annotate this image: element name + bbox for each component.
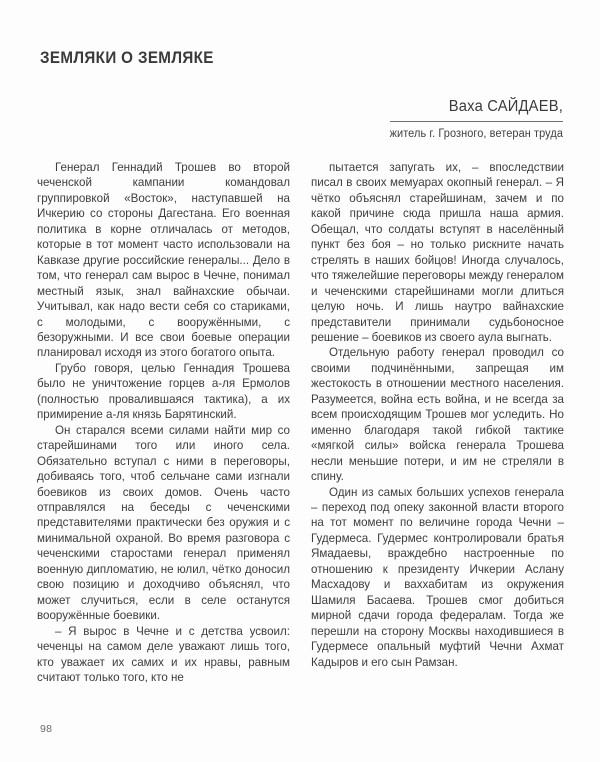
author-role: житель г. Грозного, ветеран труда bbox=[389, 128, 563, 140]
paragraph: Грубо говоря, целью Геннадия Трошева было не уничтожение горцев а-ля Ермолов (полностью провалившаяся тактика), а их примирение а-ля князь Барятинский. bbox=[37, 361, 290, 422]
paragraph: Он старался всеми силами найти мир со старейшинами того или иного села. Обязательно вступал с ними в переговоры, добиваясь того, чтоб сельчане сами изгнали боевиков из своих домов. Очень часто отправлялся на беседы с чеченскими представителями практически без оружия и с минимальной охраной. Во время разговора с чеченскими старостами генерал применял военную дипломатию, не юлил, чётко доносил свою позицию и доходчиво объяснял, что может случиться, если в селе останутся вооружённые боевики. bbox=[37, 423, 290, 623]
byline bbox=[263, 98, 563, 140]
paragraph: – Я вырос в Чечне и с детства усвоил: чеченцы на самом деле уважают лишь того, кто уважает их самих и их нравы, равным считают только того, кто не bbox=[37, 624, 290, 684]
paragraph: Генерал Геннадий Трошев во второй чеченской кампании командовал группировкой «Восток», наступавшей на Ичкерию со стороны Дагестана. Его военная политика в корне отличалась от методов, которые в тот момент часто использовали на Кавказе другие российские генералы... Дело в том, что генерал сам вырос в Чечне, понимал местный язык, знал вайнахские обычаи. Учитывал, как надо вести себя со стариками, с молодыми, с вооружёнными, с безоружными. И все свои боевые операции планировал исходя из этого богатого опыта. bbox=[37, 161, 290, 360]
byline-divider bbox=[390, 121, 563, 122]
article-body bbox=[37, 160, 564, 685]
paragraph: пытается запугать их, – впоследствии писал в своих мемуарах окопный генерал. – Я чётко объяснял старейшинам, зачем и по какой причине сюда пришла наша армия. Обещал, что солдаты вступят в населённый пункт без боя – но только рискните начать стрелять в наших бойцов! Иногда случалось, что тяжелейшие переговоры между генералом и чеченскими старейшинами могли длиться целую ночь. И лишь наутро вайнахские представители принимали судьбоносное решение – боевиков из своего аула выгнать. bbox=[311, 161, 564, 344]
page-number: 98 bbox=[40, 723, 53, 735]
author-name: Ваха САЙДАЕВ, bbox=[448, 98, 563, 115]
column-left bbox=[37, 160, 290, 685]
section-title: ЗЕМЛЯКИ О ЗЕМЛЯКЕ bbox=[40, 49, 214, 67]
paragraph: Отдельную работу генерал проводил со своими подчинёнными, запрещая им жестокость в отношении местного населения. Разумеется, война есть война, и не всегда за всем происходящим Трошев мог уследить. Но именно благодаря такой гибкой тактике «мягкой силы» войска генерала Трошева несли меньшие потери, и им не стреляли в спину. bbox=[311, 346, 564, 484]
paragraph: Один из самых больших успехов генерала – переход под опеку законной власти второго на тот момент по величине города Чечни – Гудермеса. Гудермес контролировали братья Ямадаевы, враждебно настроенные по отношению к президенту Ичкерии Аслану Масхадову и ваххабитам из окружения Шамиля Басаева. Трошев смог добиться мирной сдачи города федералам. Тогда же перешли на сторону Москвы находившиеся в Гудермесе опальный муфтий Чечни Ахмат Кадыров и его сын Рамзан. bbox=[311, 485, 564, 669]
column-right bbox=[311, 160, 564, 685]
